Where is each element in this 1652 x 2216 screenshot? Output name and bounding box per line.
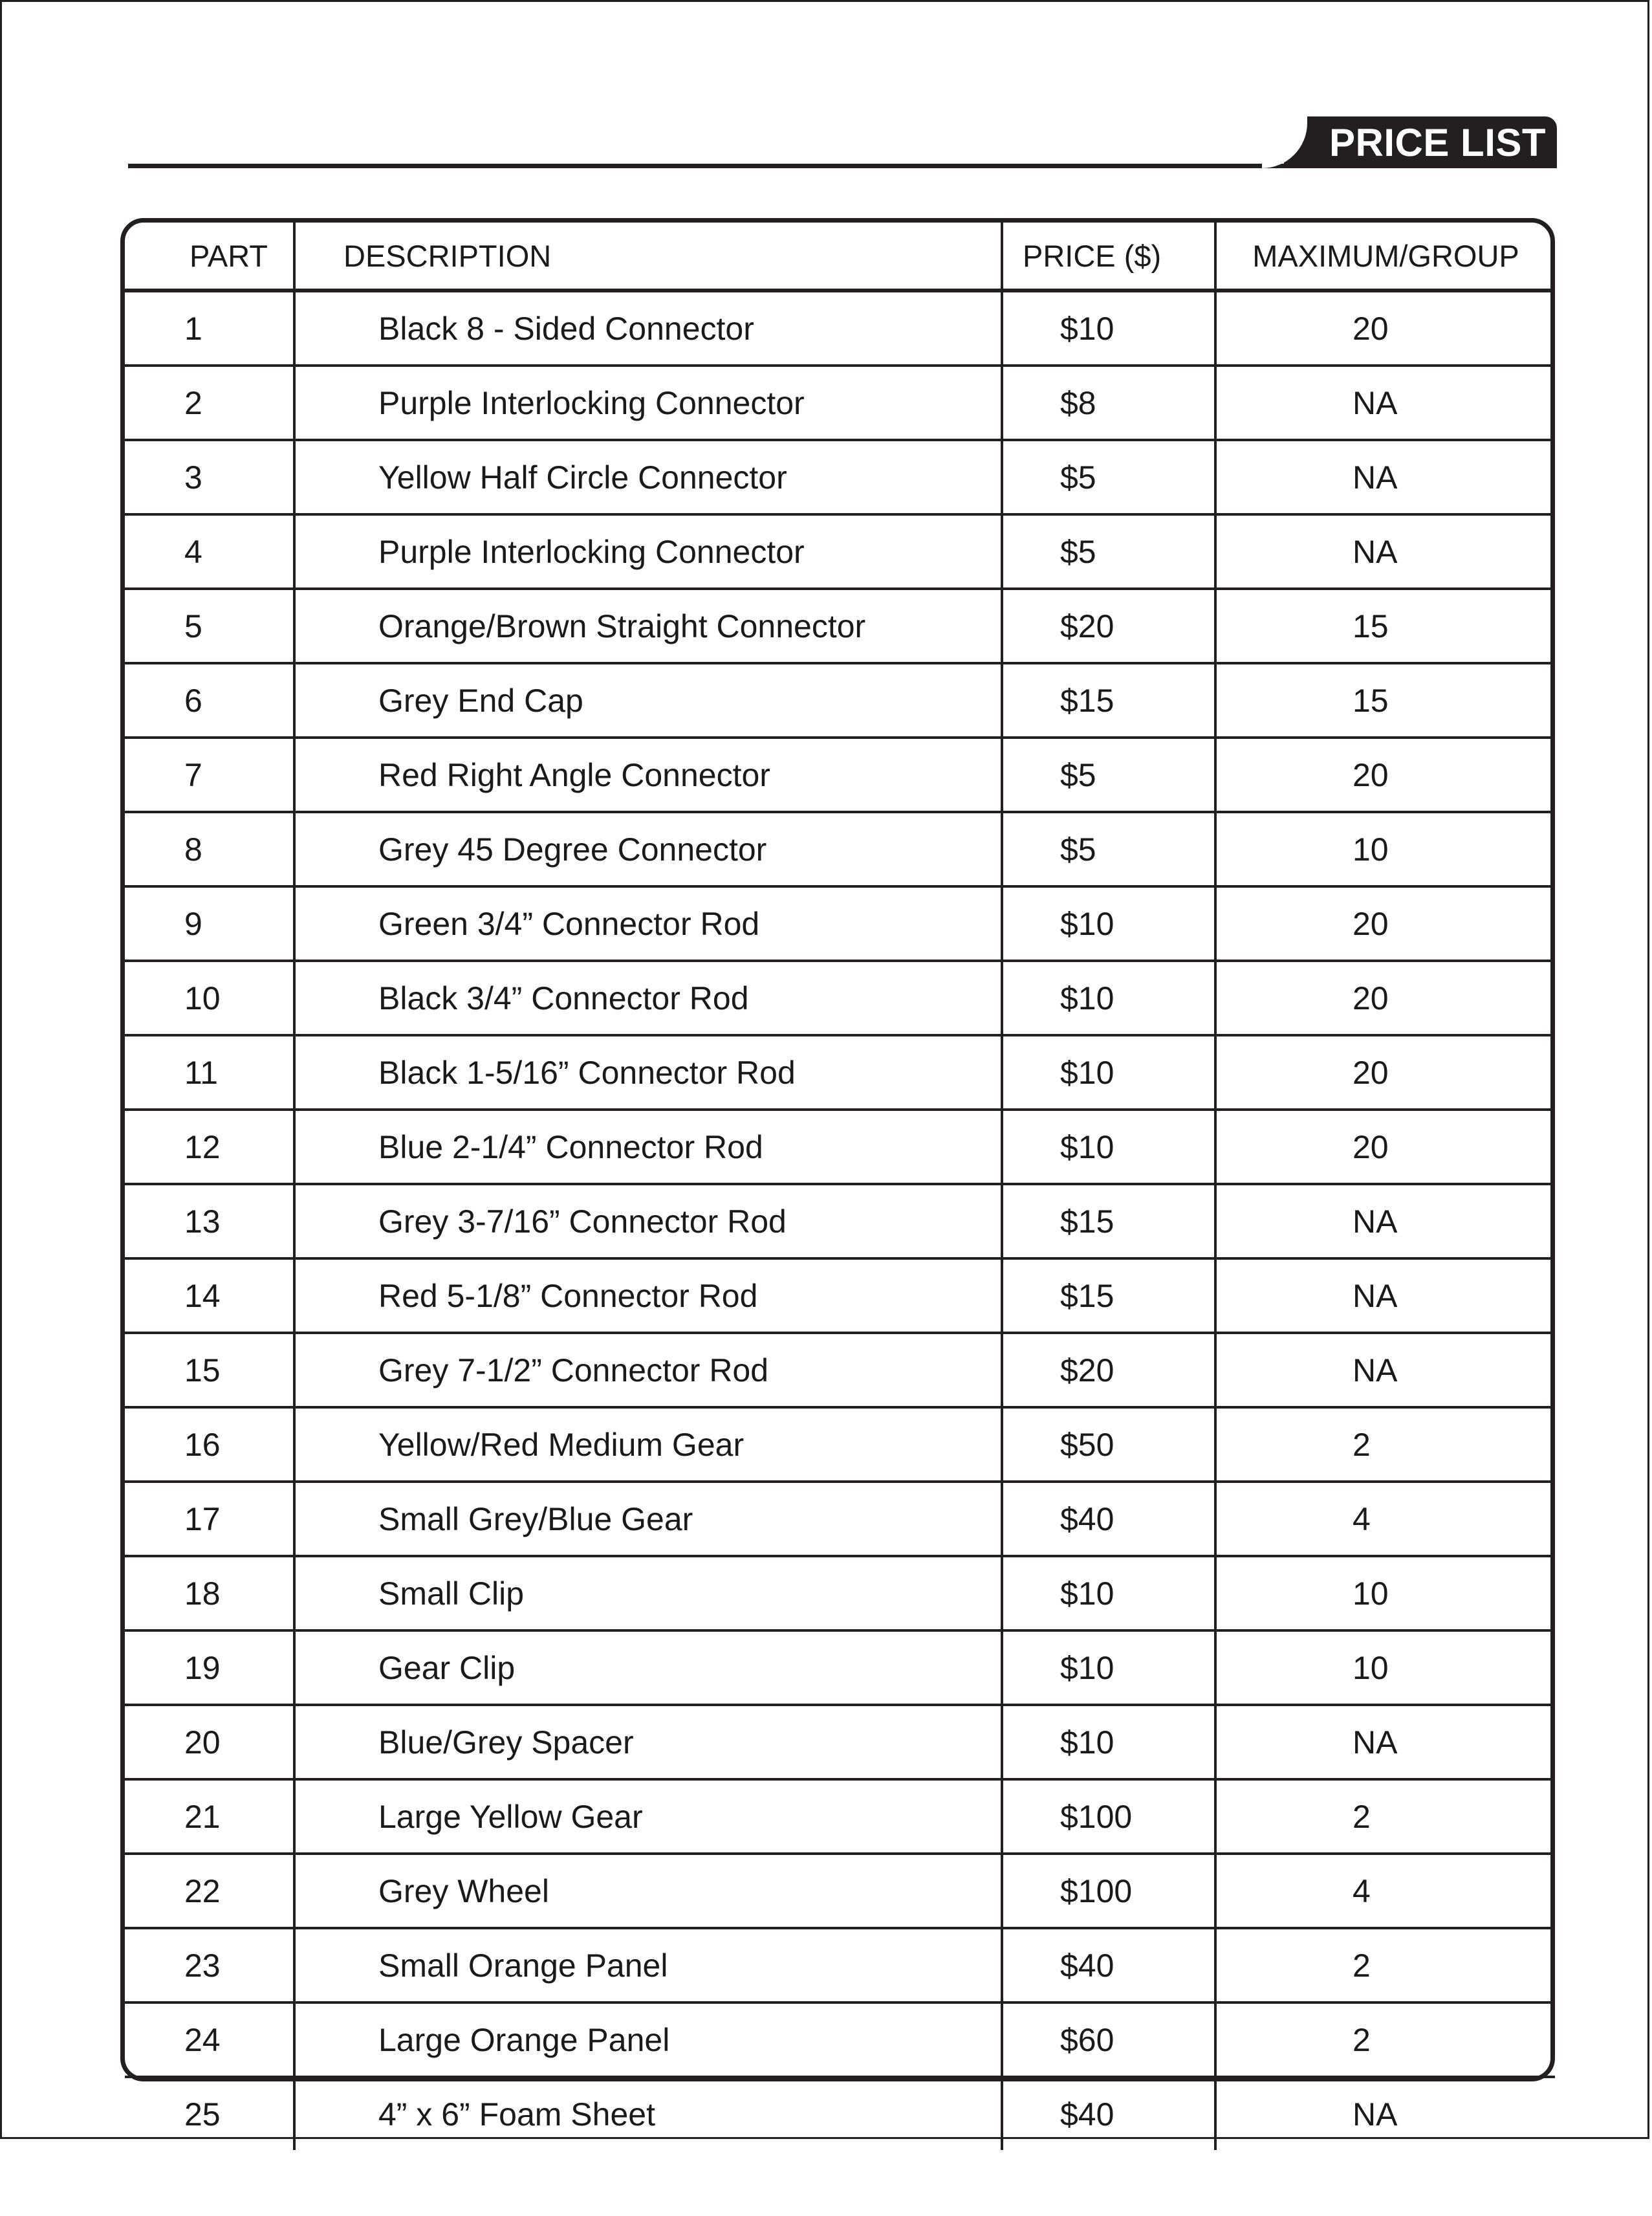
cell-part: 24 bbox=[125, 2002, 294, 2077]
table-row bbox=[125, 1333, 1555, 1407]
cell-part: 20 bbox=[125, 1705, 294, 1779]
cell-maximum-group: 10 bbox=[1215, 812, 1555, 886]
table-row bbox=[125, 1854, 1555, 1928]
cell-maximum-group: 20 bbox=[1215, 291, 1555, 366]
cell-description: Large Yellow Gear bbox=[294, 1779, 1002, 1854]
cell-part: 7 bbox=[125, 738, 294, 812]
cell-maximum-group: NA bbox=[1215, 1184, 1555, 1258]
cell-part: 15 bbox=[125, 1333, 294, 1407]
cell-price: $10 bbox=[1002, 1556, 1215, 1630]
cell-description: Small Grey/Blue Gear bbox=[294, 1482, 1002, 1556]
cell-part: 14 bbox=[125, 1258, 294, 1333]
table-row bbox=[125, 514, 1555, 589]
table-row bbox=[125, 1035, 1555, 1110]
cell-maximum-group: 20 bbox=[1215, 1110, 1555, 1184]
table-row bbox=[125, 1928, 1555, 2002]
cell-maximum-group: NA bbox=[1215, 1705, 1555, 1779]
cell-maximum-group: 20 bbox=[1215, 1035, 1555, 1110]
cell-description: Grey Wheel bbox=[294, 1854, 1002, 1928]
cell-part: 8 bbox=[125, 812, 294, 886]
cell-price: $50 bbox=[1002, 1407, 1215, 1482]
cell-maximum-group: 2 bbox=[1215, 1407, 1555, 1482]
cell-description: Small Orange Panel bbox=[294, 1928, 1002, 2002]
column-header-description: DESCRIPTION bbox=[294, 223, 1002, 291]
cell-maximum-group: 4 bbox=[1215, 1482, 1555, 1556]
cell-price: $10 bbox=[1002, 886, 1215, 961]
cell-part: 1 bbox=[125, 291, 294, 366]
cell-price: $15 bbox=[1002, 1258, 1215, 1333]
cell-description: Small Clip bbox=[294, 1556, 1002, 1630]
cell-maximum-group: NA bbox=[1353, 2096, 1398, 2133]
cell-price: $5 bbox=[1002, 738, 1215, 812]
cell-description: Black 1-5/16” Connector Rod bbox=[294, 1035, 1002, 1110]
cell-maximum-group: NA bbox=[1215, 514, 1555, 589]
table-row bbox=[125, 1705, 1555, 1779]
cell-description: Green 3/4” Connector Rod bbox=[294, 886, 1002, 961]
cell-price: $10 bbox=[1002, 1035, 1215, 1110]
cell-description: Gear Clip bbox=[294, 1630, 1002, 1705]
cell-part: 13 bbox=[125, 1184, 294, 1258]
table-row bbox=[125, 589, 1555, 663]
cell-maximum-group: 10 bbox=[1215, 1630, 1555, 1705]
cell-price: $10 bbox=[1002, 291, 1215, 366]
cell-price: $100 bbox=[1002, 1779, 1215, 1854]
cell-maximum-group: 4 bbox=[1215, 1854, 1555, 1928]
cell-part: 2 bbox=[125, 366, 294, 440]
cell-maximum-group: 20 bbox=[1215, 738, 1555, 812]
cell-part: 19 bbox=[125, 1630, 294, 1705]
cell-description: Yellow Half Circle Connector bbox=[294, 440, 1002, 514]
header-rule bbox=[128, 164, 1292, 168]
table-row bbox=[125, 1779, 1555, 1854]
cell-description: Purple Interlocking Connector bbox=[294, 514, 1002, 589]
cell-price: $5 bbox=[1002, 440, 1215, 514]
cell-price: $5 bbox=[1002, 514, 1215, 589]
cell-description: Grey 7-1/2” Connector Rod bbox=[294, 1333, 1002, 1407]
cell-price: $40 bbox=[1002, 1482, 1215, 1556]
price-table bbox=[125, 223, 1555, 2150]
cell-price: $60 bbox=[1002, 2002, 1215, 2077]
cell-maximum-group: 2 bbox=[1215, 1779, 1555, 1854]
cell-part: 10 bbox=[125, 961, 294, 1035]
cell-price: $100 bbox=[1002, 1854, 1215, 1928]
cell-description: Purple Interlocking Connector bbox=[294, 366, 1002, 440]
cell-description: Black 3/4” Connector Rod bbox=[294, 961, 1002, 1035]
cell-part: 17 bbox=[125, 1482, 294, 1556]
cell-part: 21 bbox=[125, 1779, 294, 1854]
cell-description: 4” x 6” Foam Sheet bbox=[294, 2077, 1002, 2150]
table-row bbox=[125, 812, 1555, 886]
cell-price: $40 bbox=[1002, 2077, 1215, 2150]
table-row bbox=[125, 738, 1555, 812]
cell-part: 11 bbox=[125, 1035, 294, 1110]
cell-maximum-group: NA bbox=[1215, 1258, 1555, 1333]
table-row bbox=[125, 1110, 1555, 1184]
table-row bbox=[125, 961, 1555, 1035]
cell-description: Orange/Brown Straight Connector bbox=[294, 589, 1002, 663]
cell-price: $20 bbox=[1002, 589, 1215, 663]
cell-price: $15 bbox=[1002, 663, 1215, 738]
table-row bbox=[125, 2077, 1555, 2150]
table-row bbox=[125, 1407, 1555, 1482]
table-row bbox=[125, 2002, 1555, 2077]
cell-description: Grey End Cap bbox=[294, 663, 1002, 738]
cell-description: Yellow/Red Medium Gear bbox=[294, 1407, 1002, 1482]
table-row bbox=[125, 1258, 1555, 1333]
cell-maximum-group: NA bbox=[1215, 1333, 1555, 1407]
cell-part: 6 bbox=[125, 663, 294, 738]
cell-part: 16 bbox=[125, 1407, 294, 1482]
table-row bbox=[125, 1630, 1555, 1705]
cell-maximum-group: NA bbox=[1215, 440, 1555, 514]
table-row bbox=[125, 1482, 1555, 1556]
table-header-row bbox=[125, 223, 1555, 291]
cell-maximum-group: 20 bbox=[1215, 886, 1555, 961]
column-header-price: PRICE ($) bbox=[1002, 223, 1215, 291]
table-row bbox=[125, 1184, 1555, 1258]
column-header-maximum-group: MAXIMUM/GROUP bbox=[1215, 223, 1555, 291]
cell-price: $10 bbox=[1002, 961, 1215, 1035]
cell-price: $5 bbox=[1002, 812, 1215, 886]
cell-description: Black 8 - Sided Connector bbox=[294, 291, 1002, 366]
cell-description: Large Orange Panel bbox=[294, 2002, 1002, 2077]
cell-description: Grey 3-7/16” Connector Rod bbox=[294, 1184, 1002, 1258]
cell-maximum-group: NA bbox=[1215, 366, 1555, 440]
cell-part: 9 bbox=[125, 886, 294, 961]
table-row bbox=[125, 440, 1555, 514]
cell-description: Blue 2-1/4” Connector Rod bbox=[294, 1110, 1002, 1184]
cell-price: $10 bbox=[1002, 1705, 1215, 1779]
cell-maximum-group: 2 bbox=[1215, 2002, 1555, 2077]
cell-part: 4 bbox=[125, 514, 294, 589]
cell-part: 23 bbox=[125, 1928, 294, 2002]
cell-part: 18 bbox=[125, 1556, 294, 1630]
cell-price: $10 bbox=[1002, 1630, 1215, 1705]
cell-description: Red 5-1/8” Connector Rod bbox=[294, 1258, 1002, 1333]
cell-maximum-group: 10 bbox=[1215, 1556, 1555, 1630]
cell-price: $10 bbox=[1002, 1110, 1215, 1184]
column-header-part: PART bbox=[125, 223, 294, 291]
cell-price: $20 bbox=[1002, 1333, 1215, 1407]
table-row bbox=[125, 663, 1555, 738]
cell-description: Grey 45 Degree Connector bbox=[294, 812, 1002, 886]
table-row bbox=[125, 366, 1555, 440]
cell-price: $15 bbox=[1002, 1184, 1215, 1258]
cell-part: 3 bbox=[125, 440, 294, 514]
cell-description: Red Right Angle Connector bbox=[294, 738, 1002, 812]
table-row bbox=[125, 1556, 1555, 1630]
cell-price: $8 bbox=[1002, 366, 1215, 440]
cell-part: 25 bbox=[125, 2077, 294, 2150]
table-row bbox=[125, 886, 1555, 961]
page-title: PRICE LIST bbox=[1284, 116, 1557, 168]
cell-maximum-group: 15 bbox=[1215, 663, 1555, 738]
cell-maximum-group: 15 bbox=[1215, 589, 1555, 663]
cell-description: Blue/Grey Spacer bbox=[294, 1705, 1002, 1779]
table-row bbox=[125, 291, 1555, 366]
cell-part: 12 bbox=[125, 1110, 294, 1184]
price-table-frame bbox=[120, 218, 1555, 2133]
cell-part: 5 bbox=[125, 589, 294, 663]
cell-price: $40 bbox=[1002, 1928, 1215, 2002]
cell-maximum-group: 20 bbox=[1215, 961, 1555, 1035]
cell-part: 22 bbox=[125, 1854, 294, 1928]
cell-maximum-group: 2 bbox=[1215, 1928, 1555, 2002]
